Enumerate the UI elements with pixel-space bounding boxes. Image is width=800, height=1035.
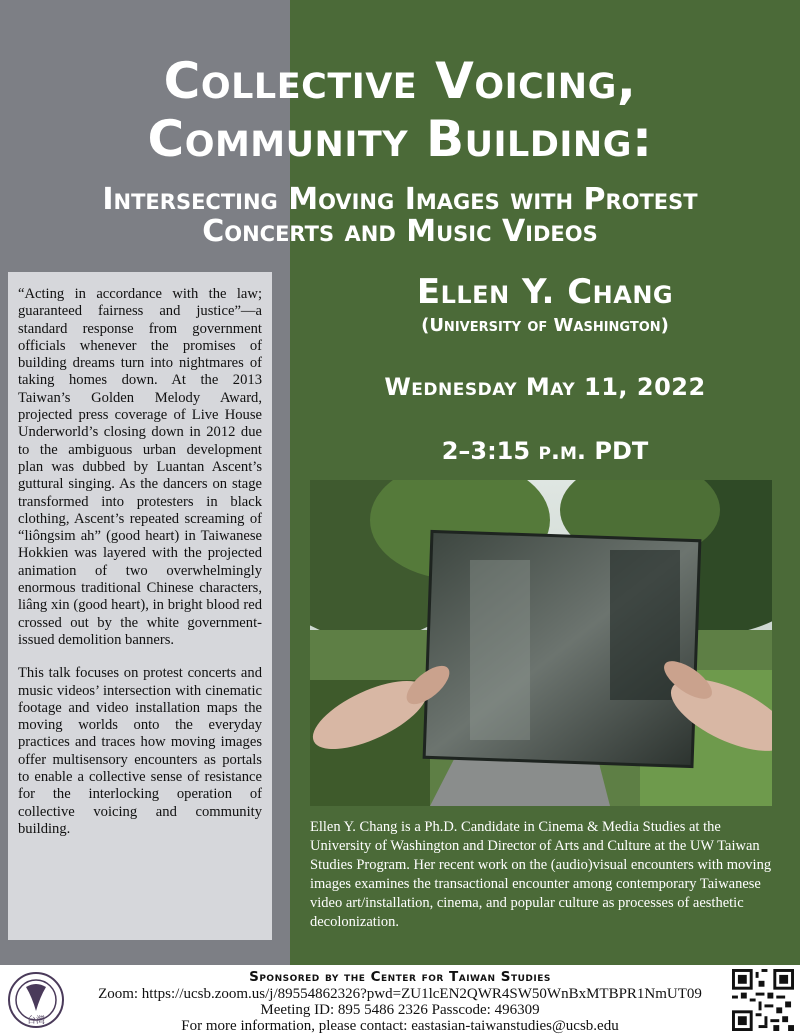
title-line-1: Collective Voicing, <box>163 52 637 110</box>
zoom-link[interactable]: Zoom: https://ucsb.zoom.us/j/89554862326?pwd=ZU1lcEN2QWR4SW50WnBxMTBPR1NmUT09 <box>98 986 702 1002</box>
subtitle-line-1: Intersecting Moving Images with Protest <box>102 182 698 217</box>
contact-line: For more information, please contact: eastasian-taiwanstudies@ucsb.edu <box>181 1018 619 1034</box>
abstract-paragraph-2: This talk focuses on protest concerts and music videos’ intersection with cinematic footage and video installation maps the moving worlds onto the everyday practices and traces how moving images offer multisensory encounters as portals to enable a collective sense of resistance for the interlocking operation of collective voicing and community building. <box>18 665 262 837</box>
speaker-affiliation: (University of Washington) <box>421 315 669 336</box>
abstract-paragraph-1: “Acting in accordance with the law; guaranteed fairness and justice”—a standard response from government officials whenever the promises of building dreams turn into nightmares of taking homes down. At the 2013 Taiwan’s Golden Melody Award, projected press coverage of Live House Underworld’s closing down in 2012 due to the ambiguous urban development plan was dubbed by Luantan Ascent’s guttural singing. As the dancers on stage transformed into protesters in black clothing, Ascent’s repeated screaming of “liôngsim ah” (good heart) in Taiwanese Hokkien was layered with the projected animation of two overwhelmingly enormous traditional Chinese characters, liâng xin (good heart), in bright blood red crossed out by the white government-issued demolition banners. <box>18 286 262 648</box>
title-line-2: Community Building: <box>147 110 653 168</box>
meeting-info: Meeting ID: 895 5486 2326 Passcode: 496309 <box>260 1002 540 1018</box>
event-date: Wednesday May 11, 2022 <box>384 373 706 401</box>
subtitle-line-2: Concerts and Music Videos <box>202 214 598 249</box>
qr-code-icon[interactable] <box>732 969 794 1031</box>
sponsor-line: Sponsored by the Center for Taiwan Studies <box>249 969 551 985</box>
speaker-name: Ellen Y. Chang <box>416 272 674 312</box>
abstract-box <box>8 272 272 940</box>
speaker-bio: Ellen Y. Chang is a Ph.D. Candidate in Cinema & Media Studies at the University of Washington and Director of Arts and Culture at the UW Taiwan Studies Program. Her recent work on the (audio)visual encounters with moving images examines the transactional encounter among contemporary Taiwanese video art/installation, cinema, and popular culture as processes of aesthetic decolonization. <box>310 819 772 930</box>
event-photo <box>310 480 772 806</box>
footer <box>0 965 800 1035</box>
logo-text: 台灣 <box>26 1016 46 1026</box>
event-time: 2–3:15 p.m. PDT <box>441 437 649 465</box>
photo-illustration <box>310 480 772 806</box>
